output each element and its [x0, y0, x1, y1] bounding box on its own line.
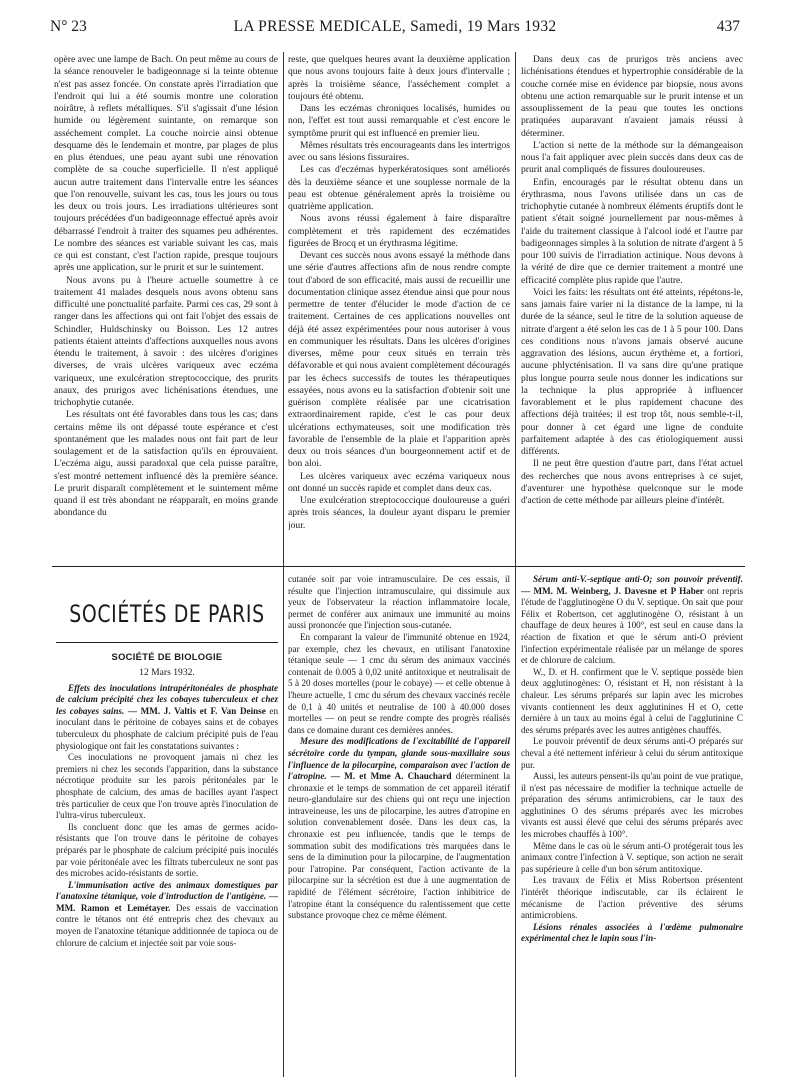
abstract-item — [521, 922, 743, 945]
column-rule — [515, 572, 516, 1077]
abstract-item — [288, 736, 510, 922]
page-header — [50, 18, 740, 38]
session-date: 12 Mars 1932. — [139, 667, 195, 678]
society-name: SOCIÉTÉ DE BIOLOGIE — [111, 651, 223, 662]
paragraph: Nous avons pu à l'heure actuelle soumettre à ce traitement 41 malades desquels nous avons obtenu sans difficulté une ponctualité parfaite. Parmi ces cas, 29 sont à ranger dans les affections qui ont fait l'objet des essais de Schindler, Huldschinsky ou Boisson. Les 12 autres patients étaient atteints d'affections auxquelles nous avons étendu le traitement, à savoir : des ulcères d'origines diverses, de vrais ulcères variqueux avec eczéma variqueux, une exulcération streptococcique, des prurits anaux, des prurigos avec lichénisations étendues, une trichophytie cutanée. — [54, 274, 278, 408]
paragraph: Enfin, encouragés par le résultat obtenu dans un érythrasma, nous l'avons utilisée dans un cas de trichophytie cutanée à nombreux éléments éruptifs dont le patient s'était soigné journellement par nous-mêmes à l'aide du traitement classique à l'alcool iodé et l'autre par badigeonnages simples à la solution de nitrate d'argent à 5 pour 100 suivis de l'irradiation actinique. Nous devons à la vérité de dire que ce dernier traitement a montré une efficacité complète plus rapide que l'autre. — [521, 176, 743, 286]
section-divider — [52, 566, 745, 567]
bottom-column-2 — [288, 574, 510, 1074]
paragraph: Voici les faits: les résultats ont été atteints, répétons-le, sans jamais faire varier ni la distance de la lampe, ni la durée de la séance, seul le titre de la solution aqueuse de nitrate d'argent a été selon les cas de 1 à 5 pour 100. Dans ces conditions nous n'avons jamais observé aucune aggravation des lésions, aucun érythème et, a fortiori, aucune phlycténisation. Il va sans dire qu'une pratique plus longue pourra seule nous donner les indications sur la technique la plus appropriée à influencer favorablement et le plus rapidement chacune des affections déjà traitées; il est trop tôt, nous semble-t-il, pour donner à cet égard une ligne de conduite parfaitement adaptée à des cas étiologiquement aussi différents. — [521, 286, 743, 457]
paragraph: Le pouvoir préventif de deux sérums anti-O préparés sur cheval a été nettement inférieur à celui du sérum antitoxique pur. — [521, 736, 743, 770]
paragraph: Ces inoculations ne provoquent jamais ni chez les premiers ni chez les seconds l'apparition, dans la substance nécrotique produite sur les parois péritonéales par le phosphate de calcium, des amas de bacilles ayant l'aspect très particulier de ceux que l'on trouve après l'inoculation de l'ultra-virus tuberculeux. — [56, 752, 278, 821]
abstract-authors: — MM. Ramon et Lemétayer. — [56, 891, 278, 913]
abstract-title: Sérum anti-V.-septique anti-O; son pouvoir préventif. — [533, 574, 743, 584]
paragraph: Aussi, les auteurs pensent-ils qu'au point de vue pratique, il n'est pas nécessaire de modifier la technique actuelle de préparation des sérums antimicrobiens, car le taux des agglutinines O des sérums préparés avec les microbes vivants est aussi élevé que celui des sérums préparés avec les microbes chauffés à 100°. — [521, 771, 743, 840]
title-rule — [56, 642, 278, 643]
paragraph: cutanée soit par voie intramusculaire. De ces essais, il résulte que l'injection intramusculaire, qui dissimule aux yeux de l'observateur la réaction inflammatoire locale, permet de conférer aux animaux une immunité au moins aussi prononcée que l'injection sous-cutanée. — [288, 574, 510, 631]
abstract-text: en inoculant dans le péritoine de cobayes sains et de cobayes tuberculeux du phosphate de calcium précipité puis de l'eau physiologique ont fait les constatations suivantes : — [56, 705, 278, 751]
abstract-text: Des essais de vaccination contre le tétanos ont été entrepris chez des chevaux au moyen de l'anatoxine tétanique additionnée de tapioca ou de chlorure de calcium et injectée soit par voie sous- — [56, 902, 278, 948]
page-number: 437 — [716, 18, 740, 35]
paragraph: Dans les eczémas chroniques localisés, humides ou non, l'effet est tout aussi remarquable et c'est encore le symptôme prurit qui est influencé en premier lieu. — [288, 103, 510, 139]
paragraph: Même dans le cas où le sérum anti-O protégerait tous les animaux contre l'infection à V. septique, son action ne serait pas supérieure à celle d'un bon sérum antitoxique. — [521, 840, 743, 874]
paragraph: En comparant la valeur de l'immunité obtenue en 1924, par exemple, chez les chevaux, en utilisant l'anatoxine tétanique seule — 1 cmc du sérum des animaux vaccinés contenait de 0.005 à 0,02 unité antitoxique et neutralisait de 5 à 20 doses mortelles (pour le cobaye) — et celle obtenue à l'heure actuelle, 1 cmc du sérum des chevaux vaccinés recèle de 0,1 à 40 unités et neutralise de 100 à 40.000 doses mortelles — on peut se rendre compte des progrès réalisés dans ce domaine durant ces dernières années. — [288, 631, 510, 735]
paragraph: Il ne peut être question d'autre part, dans l'état actuel des recherches que nous avons entreprises à ce sujet, d'aventurer une hypothèse quelconque sur le mode d'action de cette méthode par ailleurs pleine d'intérêt. — [521, 458, 743, 506]
abstract-authors: — MM. M. Weinberg, J. Davesne et P Haber — [521, 585, 704, 596]
paragraph: Une exulcération streptococcique douloureuse a guéri après trois séances, la douleur ayant disparu le premier jour. — [288, 495, 510, 531]
paragraph: Mêmes résultats très encourageants dans les intertrigos avec ou sans lésions fissuraires. — [288, 139, 510, 163]
paragraph: Devant ces succès nous avons essayé la méthode dans une série d'autres affections afin de nous rendre compte tout d'abord de son efficacité, mais aussi de recueillir une documentation clinique assez étendue ainsi que pour nous permettre de tenter d'élucider le mode d'action de ce traitement. Certaines de ces applications nouvelles ont déjà été assez expérimentées pour nous autoriser à vous en communiquer les résultats. Dans les ulcères d'origines diverses, même pour ceux situés en terrain très défavorable et qui nous avaient complètement découragés par les échecs successifs de toutes les thérapeutiques essayées, nous avons eu la satisfaction d'obtenir soit une guérison complète réalisée par une cicatrisation extraordinairement rapide, c'est le cas pour deux ulcérations ecthymateuses, soit une modification très favorable de l'ensemble de la plaie et l'apparition après deux ou trois séances d'un bourgeonnement actif et de bon aloi. — [288, 250, 510, 470]
abstract-authors: — MM. J. Valtis et F. Van Deinse — [124, 705, 266, 716]
abstract-text: ont repris l'étude de l'agglutinogène O du V. septique. On sait que pour Félix et Robertson, cet agglutinogène O, résistant à un chauffage de deux heures à 100°, est seul en cause dans la réaction de fixation et que le sérum anti-O prévient l'infection expérimentale réalisée par un mélange de spores et de chlorure de calcium. — [521, 585, 743, 666]
paragraph: Les résultats ont été favorables dans tous les cas; dans certains même ils ont dépassé toute espérance et c'est spontanément que les malades nous ont fait part de leur soulagement et de la satisfaction qu'ils en éprouvaient. L'eczéma aigu, aussi paradoxal que cela puisse paraître, s'est montré nettement influencé dès la première séance. Le prurit disparaît complètement et le suintement même quand il est très abondant ne réapparaît, en moins grande abondance du — [54, 409, 278, 519]
paragraph: opère avec une lampe de Bach. On peut même au cours de la séance renouveler le badigeonnage si la teinte obtenue n'est pas assez foncée. On constate après l'irradiation que l'endroit qui lui a été soumis montre une coloration noirâtre, à reflets métalliques. S'il s'agissait d'une lésion humide ou légèrement suintante, on remarque son asséchement complet. La couche noircie ainsi obtenue desquame dès le lendemain et montre, par plages de plus en plus étendues, une peau ayant subi une rénovation complète de sa couche superficielle. Il n'est appliqué aucun autre traitement dans l'intervalle entre les séances que l'on renouvelle, suivant les cas, tous les jours ou tous les deux ou trois jours. Les irradiations ultérieures sont toujours précédées d'un badigeonnage effectué après avoir débarrassé l'endroit à traiter des squames peu adhérentes. Le nombre des séances est variable suivant les cas, mais ce qui est constant, c'est l'action rapide, presque toujours après une application, sur le prurit et sur le suintement. — [54, 54, 278, 274]
top-column-3 — [521, 54, 743, 559]
paragraph: Les cas d'eczémas hyperkératosiques sont améliorés dès la deuxième séance et une souplesse normale de la peau est obtenue généralement après la troisième ou quatrième application. — [288, 164, 510, 212]
column-rule — [515, 52, 516, 582]
abstract-item — [521, 574, 743, 667]
paragraph: Les travaux de Félix et Miss Robertson présentent l'intérêt théorique indiscutable, car ils éclairent le mécanisme de l'action préventive des sérums antimicrobiens. — [521, 875, 743, 921]
paragraph: Les ulcères variqueux avec eczéma variqueux nous ont donné un succès rapide et complet dans deux cas. — [288, 470, 510, 494]
paragraph: Dans deux cas de prurigos très anciens avec lichénisations étendues et hypertrophie considérable de la couche cornée mise en évidence par biopsie, nous avons obtenu une action remarquable sur le prurit intense et un assouplissement de la peau que toutes les onctions pratiquées auparavant n'avaient jamais réussi à déterminer. — [521, 54, 743, 139]
section-title: SOCIÉTÉS DE PARIS — [69, 600, 265, 628]
abstract-title: Mesure des modifications de l'excitabilité de l'appareil sécrétoire corde du tympan, glande sous-maxillaire sous l'influence de la pilocarpine, comparaison avec l'action de l'atropine. — [288, 736, 510, 782]
column-rule — [283, 572, 284, 1077]
paragraph: Nous avons réussi également à faire disparaître complètement et très rapidement des eczématides figurées de Brocq et un érythrasma légitime. — [288, 213, 510, 249]
bottom-column-3 — [521, 574, 743, 1074]
journal-title: LA PRESSE MEDICALE, Samedi, 19 Mars 1932 — [233, 18, 557, 35]
abstract-text: déterminent la chronaxie et le temps de sommation de cet appareil itératif neuro-glandulaire sur des chiens qui ont reçu une injection intraveineuse, les uns de pilocarpine, les autres d'atropine en solution convenablement dosée. Dans les deux cas, la chronaxie est peu influencée, tandis que le temps de sommation subit des modifications très marquées dans le sens de la diminution pour la pilocarpine, de l'augmentation pour l'atropine. Par conséquent, l'action activante de la pilocarpine sur la sécrétion est due à une augmentation de rapidité de l'élément sécrétoire, l'action inhibitrice de l'atropine étant la conséquence du ralentissement que cette substance provoque chez ce même élément. — [288, 771, 510, 921]
abstract-title: Lésions rénales associées à l'œdème pulmonaire expérimental chez le lapin sous l'in- — [521, 921, 743, 944]
abstract-item — [56, 683, 278, 753]
abstract-item — [56, 880, 278, 950]
paragraph: reste, que quelques heures avant la deuxième application que nous avons toujours faite à deux jours d'intervalle ; après la troisième séance, l'asséchement complet a toujours été obtenu. — [288, 54, 510, 102]
top-column-2 — [288, 54, 510, 559]
abstract-authors: — M. et Mme A. Chauchard — [326, 771, 452, 782]
abstract-title: Effets des inoculations intrapéritonéales de phosphate de calcium précipité chez les cobayes tuberculeux et chez les cobayes sains. — [56, 682, 278, 716]
paragraph: L'action si nette de la méthode sur la démangeaison nous l'a fait appliquer avec plein succès dans deux cas de prurit anal compliqués de fissures douloureuses. — [521, 139, 743, 176]
top-column-1 — [54, 54, 278, 559]
abstract-title: L'immunisation active des animaux domestiques par l'anatoxine tétanique, voie d'introduction de l'antigène. — [56, 879, 278, 902]
paragraph: W., D. et H. confirment que le V. septique possède bien deux agglutinogènes: O, résistant et H, non résistant à la chaleur. Les sérums préparés sur lapin avec les microbes vivants contiennent les deux agglutinines H et O, cette dernière à un taux au moins égal à celui de l'agglutinine C des sérums préparés avec les autres antigènes chauffés. — [521, 666, 743, 735]
column-rule — [283, 52, 284, 582]
paragraph: Ils concluent donc que les amas de germes acido-résistants que l'on trouve dans le péritoine de cobayes préparés par le phosphate de calcium précipité puis inoculés par voie péritonéale avec les filtrats tuberculeux ne sont pas des microbes acido-résistants de sortie. — [56, 821, 278, 879]
bottom-column-1 — [56, 665, 278, 1075]
issue-number: N° 23 — [50, 18, 87, 35]
